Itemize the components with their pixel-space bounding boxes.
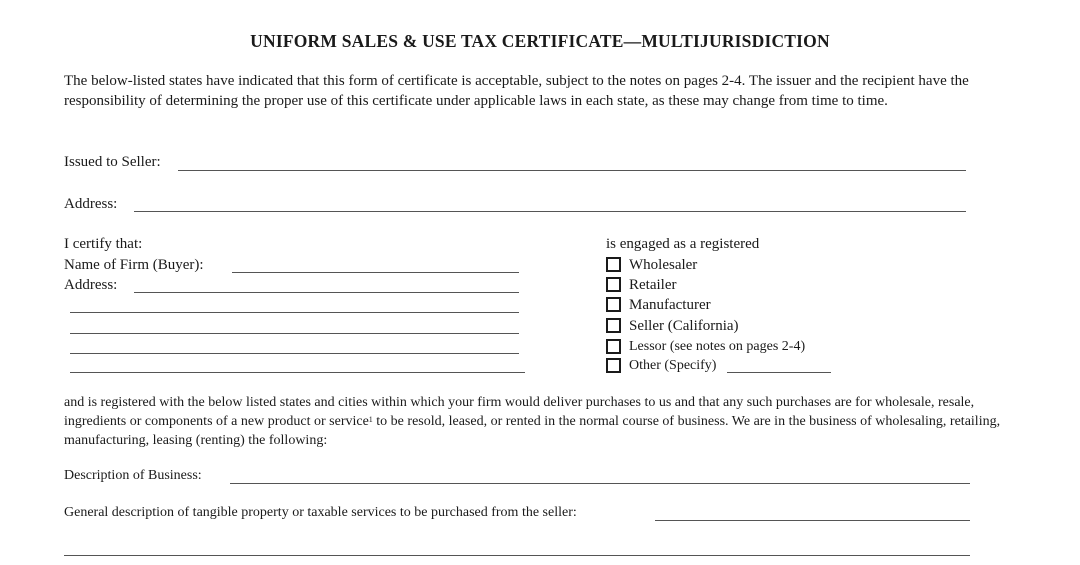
buyer-address-field-1[interactable] — [134, 292, 519, 293]
registration-paragraph — [64, 393, 1014, 450]
business-description-label: Description of Business: — [64, 468, 202, 483]
lessor-label: Lessor (see notes on pages 2-4) — [629, 339, 806, 354]
wholesaler-label: Wholesaler — [629, 257, 698, 273]
seller-address-label: Address: — [64, 196, 118, 212]
seller-california-checkbox[interactable] — [606, 318, 621, 333]
manufacturer-label: Manufacturer — [629, 297, 711, 313]
form-title: UNIFORM SALES & USE TAX CERTIFICATE—MULTIJURISDICTION — [250, 31, 830, 51]
firm-name-field[interactable] — [232, 272, 519, 273]
issued-to-seller-field[interactable] — [178, 170, 966, 171]
retailer-label: Retailer — [629, 277, 677, 293]
seller-california-label: Seller (California) — [629, 318, 739, 334]
engaged-label: is engaged as a registered — [606, 236, 760, 252]
lessor-checkbox[interactable] — [606, 339, 621, 354]
retailer-checkbox[interactable] — [606, 277, 621, 292]
footnote-marker: 1 — [368, 415, 373, 424]
buyer-address-field-4[interactable] — [70, 353, 519, 354]
general-description-field-1[interactable] — [655, 520, 970, 521]
other-label: Other (Specify) — [629, 358, 717, 373]
manufacturer-checkbox[interactable] — [606, 297, 621, 312]
other-specify-field[interactable] — [727, 372, 831, 373]
wholesaler-checkbox[interactable] — [606, 257, 621, 272]
firm-name-label: Name of Firm (Buyer): — [64, 257, 204, 273]
seller-address-field[interactable] — [134, 211, 966, 212]
issued-to-seller-label: Issued to Seller: — [64, 154, 161, 170]
other-checkbox[interactable] — [606, 358, 621, 373]
buyer-address-field-2[interactable] — [70, 312, 519, 313]
buyer-address-field-3[interactable] — [70, 333, 519, 334]
registration-text-1: and is registered with the below listed states and cities within which your firm would deliver purchases to us and that any such purchases are for wholesale, resale, ingredients or components of a new product or service — [64, 395, 975, 429]
intro-paragraph: The below-listed states have indicated that this form of certificate is acceptable, subject to the notes on pages 2-4. The issuer and the recipient have the responsibility of determining the proper use of this certificate under applicable laws in each state, as these may change from time to time. — [64, 73, 969, 109]
general-description-label: General description of tangible property or taxable services to be purchased from the seller: — [64, 505, 577, 520]
buyer-address-label: Address: — [64, 277, 118, 293]
buyer-address-field-5[interactable] — [70, 372, 525, 373]
certify-label: I certify that: — [64, 236, 143, 252]
general-description-field-2[interactable] — [64, 555, 970, 556]
business-description-field[interactable] — [230, 483, 970, 484]
registration-text-2: to be resold, leased, or rented in the normal course of business. We are in the business of wholesaling, retailing, manufacturing, leasing (renting) the following: — [64, 414, 1001, 448]
